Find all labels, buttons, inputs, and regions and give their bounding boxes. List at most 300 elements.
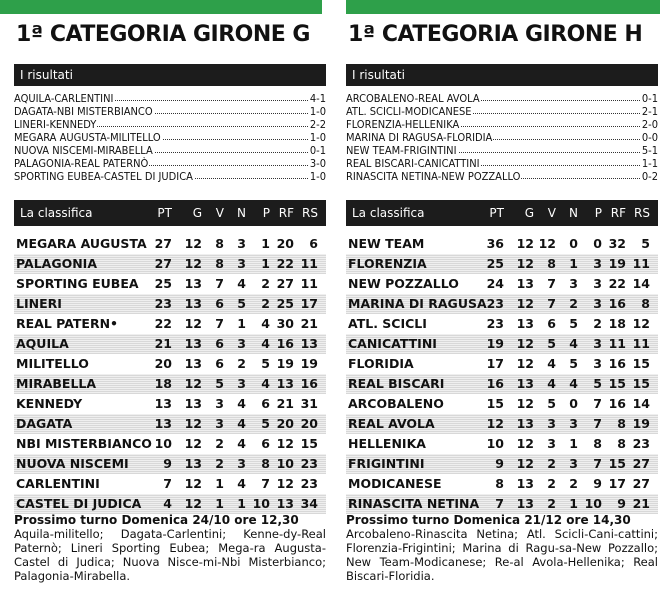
team-stat: 12 — [184, 256, 202, 271]
team-stat: 8 — [547, 256, 556, 271]
team-name: HELLENIKA — [348, 436, 426, 451]
team-stat: 3 — [569, 416, 578, 431]
team-stat: 3 — [593, 296, 602, 311]
standings-row — [14, 454, 326, 474]
standings-row — [14, 414, 326, 434]
team-stat: 12 — [276, 476, 294, 491]
standings-col-header: PT — [157, 206, 172, 220]
standings-col-header: G — [524, 206, 534, 220]
standings-table — [346, 234, 658, 514]
standings-row — [14, 234, 326, 254]
team-stat: 0 — [593, 236, 602, 251]
next-round-fixtures: Arcobaleno-Rinascita Netina; Atl. Scicli-Cani-cattini; Florenzia-Frigintini; Marina di Ragu-sa-New Pozzallo; New Team-Modicanese; Re-al Avola-Hellenika; Real Biscari-Floridia. — [346, 527, 658, 583]
standings-row — [14, 374, 326, 394]
results-list — [346, 92, 658, 183]
team-stat: 12 — [516, 336, 534, 351]
team-stat: 7 — [215, 316, 224, 331]
standings-row — [14, 334, 326, 354]
team-stat: 27 — [276, 276, 294, 291]
match-score: 0-2 — [641, 170, 658, 183]
standings-col-header: V — [547, 206, 556, 220]
standings-row — [14, 254, 326, 274]
team-stat: 7 — [547, 296, 556, 311]
team-stat: 3 — [215, 416, 224, 431]
team-name: ATL. SCICLI — [348, 316, 427, 331]
team-stat: 20 — [276, 416, 294, 431]
team-stat: 7 — [593, 456, 602, 471]
team-stat: 9 — [593, 476, 602, 491]
results-header: I risultati — [14, 64, 326, 86]
team-stat: 3 — [237, 336, 246, 351]
team-stat: 13 — [154, 396, 172, 411]
result-row — [346, 131, 658, 144]
team-stat: 22 — [276, 256, 294, 271]
standings-row — [346, 354, 658, 374]
team-stat: 3 — [593, 256, 602, 271]
team-stat: 20 — [154, 356, 172, 371]
team-stat: 22 — [154, 316, 172, 331]
team-name: MODICANESE — [348, 476, 442, 491]
team-stat: 7 — [261, 476, 270, 491]
match-score: 1-0 — [309, 105, 326, 118]
team-stat: 8 — [617, 416, 626, 431]
team-stat: 10 — [584, 496, 602, 511]
team-name: NBI MISTERBIANCO — [16, 436, 152, 451]
team-stat: 15 — [632, 376, 650, 391]
team-stat: 24 — [486, 276, 504, 291]
team-stat: 12 — [516, 436, 534, 451]
team-stat: 15 — [486, 396, 504, 411]
match-score: 2-2 — [309, 118, 326, 131]
team-stat: 12 — [538, 236, 556, 251]
match-name: ATL. SCICLI-MODICANESE — [346, 105, 472, 118]
team-name: FLORIDIA — [348, 356, 414, 371]
team-stat: 9 — [617, 496, 626, 511]
match-name: MEGARA AUGUSTA-MILITELLO — [14, 131, 161, 144]
team-stat: 2 — [215, 456, 224, 471]
section-title: 1ª CATEGORIA GIRONE G — [16, 22, 310, 47]
team-stat: 5 — [569, 316, 578, 331]
team-stat: 34 — [300, 496, 318, 511]
standings-row — [346, 454, 658, 474]
team-stat: 17 — [486, 356, 504, 371]
standings-row — [346, 314, 658, 334]
standings-row — [346, 474, 658, 494]
team-name: CANICATTINI — [348, 336, 437, 351]
team-stat: 4 — [237, 396, 246, 411]
team-stat: 12 — [632, 316, 650, 331]
match-score: 2-0 — [641, 118, 658, 131]
team-stat: 1 — [215, 476, 224, 491]
team-stat: 13 — [276, 376, 294, 391]
team-stat: 19 — [300, 356, 318, 371]
team-stat: 3 — [547, 416, 556, 431]
standings-col-header: V — [215, 206, 224, 220]
team-stat: 25 — [276, 296, 294, 311]
team-stat: 3 — [237, 376, 246, 391]
standings-row — [346, 394, 658, 414]
result-row — [346, 144, 658, 157]
team-stat: 10 — [252, 496, 270, 511]
team-stat: 1 — [215, 496, 224, 511]
team-stat: 16 — [276, 336, 294, 351]
team-stat: 6 — [261, 436, 270, 451]
team-stat: 22 — [608, 276, 626, 291]
team-stat: 2 — [237, 356, 246, 371]
match-name: LINERI-KENNEDY — [14, 118, 97, 131]
team-stat: 12 — [516, 236, 534, 251]
team-stat: 13 — [276, 496, 294, 511]
team-stat: 4 — [237, 276, 246, 291]
team-stat: 5 — [547, 396, 556, 411]
team-stat: 12 — [184, 496, 202, 511]
match-score: 4-1 — [309, 92, 326, 105]
team-stat: 9 — [163, 456, 172, 471]
standings-row — [14, 274, 326, 294]
standings-col-header: RF — [278, 206, 294, 220]
standings-row — [346, 274, 658, 294]
standings-col-header: RS — [634, 206, 650, 220]
team-stat: 10 — [276, 456, 294, 471]
team-stat: 27 — [154, 236, 172, 251]
team-name: NUOVA NISCEMI — [16, 456, 129, 471]
team-stat: 15 — [608, 456, 626, 471]
team-stat: 12 — [184, 416, 202, 431]
team-stat: 5 — [641, 236, 650, 251]
standings-row — [14, 474, 326, 494]
team-stat: 30 — [276, 316, 294, 331]
team-stat: 13 — [516, 416, 534, 431]
standings-col-header: PT — [489, 206, 504, 220]
team-stat: 13 — [300, 336, 318, 351]
team-name: MARINA DI RAGUSA — [348, 296, 487, 311]
standings-col-header: P — [594, 206, 602, 220]
match-score: 1-0 — [309, 170, 326, 183]
team-stat: 8 — [215, 256, 224, 271]
match-name: AQUILA-CARLENTINI — [14, 92, 114, 105]
result-row — [14, 144, 326, 157]
result-row — [346, 105, 658, 118]
match-name: ARCOBALENO-REAL AVOLA — [346, 92, 480, 105]
standings-label: La classifica — [20, 206, 93, 220]
team-stat: 6 — [309, 236, 318, 251]
team-stat: 18 — [154, 376, 172, 391]
team-stat: 19 — [486, 336, 504, 351]
match-score: 2-1 — [641, 105, 658, 118]
team-stat: 11 — [632, 256, 650, 271]
standings-header — [346, 200, 658, 226]
team-stat: 8 — [617, 436, 626, 451]
standings-label: La classifica — [352, 206, 425, 220]
team-stat: 1 — [569, 496, 578, 511]
team-stat: 20 — [276, 236, 294, 251]
team-stat: 21 — [632, 496, 650, 511]
team-stat: 1 — [237, 316, 246, 331]
team-stat: 11 — [632, 336, 650, 351]
team-stat: 11 — [300, 256, 318, 271]
team-stat: 20 — [300, 416, 318, 431]
team-stat: 5 — [593, 376, 602, 391]
team-stat: 2 — [261, 276, 270, 291]
team-stat: 12 — [276, 436, 294, 451]
next-round-title: Prossimo turno Domenica 24/10 ore 12,30 — [14, 513, 299, 527]
team-stat: 16 — [608, 296, 626, 311]
match-name: MARINA DI RAGUSA-FLORIDIA — [346, 131, 493, 144]
team-stat: 4 — [547, 356, 556, 371]
team-stat: 4 — [569, 336, 578, 351]
results-header: I risultati — [346, 64, 658, 86]
team-stat: 7 — [495, 496, 504, 511]
team-stat: 0 — [569, 236, 578, 251]
team-stat: 7 — [163, 476, 172, 491]
standings-row — [346, 494, 658, 514]
team-stat: 13 — [184, 336, 202, 351]
team-stat: 21 — [300, 316, 318, 331]
team-stat: 16 — [608, 356, 626, 371]
team-stat: 4 — [569, 376, 578, 391]
team-stat: 3 — [237, 456, 246, 471]
standings-row — [14, 294, 326, 314]
team-stat: 21 — [154, 336, 172, 351]
standings-row — [346, 234, 658, 254]
match-score: 0-0 — [641, 131, 658, 144]
next-round — [346, 513, 658, 583]
team-stat: 5 — [215, 376, 224, 391]
team-stat: 36 — [486, 236, 504, 251]
team-name: PALAGONIA — [16, 256, 97, 271]
standings-col-header: N — [569, 206, 578, 220]
team-stat: 3 — [569, 276, 578, 291]
team-stat: 5 — [261, 356, 270, 371]
standings-row — [14, 314, 326, 334]
team-stat: 8 — [641, 296, 650, 311]
standings-row — [346, 294, 658, 314]
team-stat: 6 — [547, 316, 556, 331]
result-row — [14, 131, 326, 144]
team-name: MIRABELLA — [16, 376, 97, 391]
team-stat: 25 — [154, 276, 172, 291]
team-stat: 1 — [261, 236, 270, 251]
match-score: 5-1 — [641, 144, 658, 157]
team-stat: 12 — [184, 436, 202, 451]
team-stat: 2 — [569, 476, 578, 491]
team-stat: 12 — [184, 316, 202, 331]
team-stat: 19 — [276, 356, 294, 371]
team-stat: 21 — [276, 396, 294, 411]
match-name: SPORTING EUBEA-CASTEL DI JUDICA — [14, 170, 193, 183]
team-stat: 8 — [593, 436, 602, 451]
section-title: 1ª CATEGORIA GIRONE H — [348, 22, 643, 47]
team-stat: 16 — [300, 376, 318, 391]
team-name: FLORENZIA — [348, 256, 427, 271]
team-stat: 2 — [593, 316, 602, 331]
team-stat: 12 — [184, 376, 202, 391]
team-stat: 12 — [516, 256, 534, 271]
team-stat: 27 — [154, 256, 172, 271]
team-name: MEGARA AUGUSTA — [16, 236, 147, 251]
standings-row — [14, 434, 326, 454]
team-stat: 12 — [184, 236, 202, 251]
team-stat: 18 — [608, 316, 626, 331]
team-stat: 6 — [215, 336, 224, 351]
result-row — [14, 157, 326, 170]
team-stat: 3 — [237, 236, 246, 251]
result-row — [14, 92, 326, 105]
next-round-title: Prossimo turno Domenica 21/12 ore 14,30 — [346, 513, 631, 527]
result-row — [346, 92, 658, 105]
team-stat: 4 — [261, 376, 270, 391]
team-stat: 8 — [215, 236, 224, 251]
team-stat: 17 — [300, 296, 318, 311]
standings-col-header: P — [262, 206, 270, 220]
team-stat: 16 — [608, 396, 626, 411]
match-name: PALAGONIA-REAL PATERNÒ — [14, 157, 149, 170]
standings-col-header: N — [237, 206, 246, 220]
standings-row — [14, 394, 326, 414]
team-stat: 4 — [547, 376, 556, 391]
team-stat: 7 — [593, 396, 602, 411]
team-stat: 6 — [215, 356, 224, 371]
team-stat: 2 — [261, 296, 270, 311]
match-name: NEW TEAM-FRIGINTINI — [346, 144, 457, 157]
team-stat: 9 — [495, 456, 504, 471]
team-name: CASTEL DI JUDICA — [16, 496, 142, 511]
team-name: FRIGINTINI — [348, 456, 425, 471]
result-row — [346, 170, 658, 183]
next-round-fixtures: Aquila-militello; Dagata-Carlentini; Kenne-dy-Real Paternò; Lineri Sporting Eubea; Mega-ra Augusta-Castel di Judica; Nuova Nisce-mi-Nbi Misterbianco; Palagonia-Mirabella. — [14, 527, 326, 583]
team-stat: 2 — [569, 296, 578, 311]
match-score: 1-1 — [641, 157, 658, 170]
team-stat: 13 — [184, 356, 202, 371]
match-name: RINASCITA NETINA-NEW POZZALLO — [346, 170, 521, 183]
team-stat: 23 — [632, 436, 650, 451]
match-score: 0-1 — [641, 92, 658, 105]
team-stat: 7 — [547, 276, 556, 291]
team-stat: 1 — [261, 256, 270, 271]
team-stat: 16 — [486, 376, 504, 391]
team-stat: 4 — [237, 476, 246, 491]
team-stat: 12 — [516, 296, 534, 311]
team-stat: 3 — [593, 336, 602, 351]
match-name: REAL BISCARI-CANICATTINI — [346, 157, 480, 170]
team-stat: 5 — [237, 296, 246, 311]
team-stat: 2 — [547, 476, 556, 491]
team-stat: 23 — [154, 296, 172, 311]
result-row — [346, 118, 658, 131]
team-stat: 4 — [237, 436, 246, 451]
result-row — [346, 157, 658, 170]
match-name: DAGATA-NBI MISTERBIANCO — [14, 105, 153, 118]
team-stat: 13 — [184, 456, 202, 471]
team-stat: 32 — [608, 236, 626, 251]
team-stat: 13 — [184, 276, 202, 291]
match-name: NUOVA NISCEMI-MIRABELLA — [14, 144, 153, 157]
team-stat: 3 — [569, 456, 578, 471]
team-stat: 3 — [547, 436, 556, 451]
match-score: 1-0 — [309, 131, 326, 144]
team-stat: 4 — [237, 416, 246, 431]
team-name: NEW TEAM — [348, 236, 425, 251]
match-score: 0-1 — [309, 144, 326, 157]
standings-col-header: RS — [302, 206, 318, 220]
team-stat: 3 — [593, 276, 602, 291]
team-stat: 13 — [516, 316, 534, 331]
team-stat: 6 — [215, 296, 224, 311]
team-stat: 15 — [300, 436, 318, 451]
team-stat: 15 — [608, 376, 626, 391]
team-name: CARLENTINI — [16, 476, 100, 491]
team-name: REAL PATERN• — [16, 316, 119, 331]
team-stat: 17 — [608, 476, 626, 491]
team-name: NEW POZZALLO — [348, 276, 459, 291]
team-name: MILITELLO — [16, 356, 89, 371]
team-name: REAL AVOLA — [348, 416, 435, 431]
team-name: LINERI — [16, 296, 62, 311]
team-stat: 12 — [516, 356, 534, 371]
team-stat: 7 — [593, 416, 602, 431]
team-stat: 7 — [215, 276, 224, 291]
team-stat: 23 — [300, 476, 318, 491]
team-name: KENNEDY — [16, 396, 83, 411]
team-name: AQUILA — [16, 336, 69, 351]
team-stat: 19 — [608, 256, 626, 271]
team-name: REAL BISCARI — [348, 376, 445, 391]
team-stat: 13 — [184, 296, 202, 311]
team-stat: 11 — [608, 336, 626, 351]
team-stat: 27 — [632, 456, 650, 471]
team-stat: 1 — [237, 496, 246, 511]
team-name: DAGATA — [16, 416, 73, 431]
team-name: SPORTING EUBEA — [16, 276, 139, 291]
standings-row — [346, 254, 658, 274]
match-name: FLORENZIA-HELLENIKA — [346, 118, 460, 131]
team-stat: 5 — [569, 356, 578, 371]
team-stat: 2 — [547, 456, 556, 471]
standings-row — [346, 414, 658, 434]
team-stat: 4 — [261, 316, 270, 331]
team-stat: 13 — [516, 476, 534, 491]
team-stat: 8 — [261, 456, 270, 471]
team-stat: 12 — [486, 416, 504, 431]
team-stat: 12 — [516, 456, 534, 471]
team-stat: 13 — [154, 416, 172, 431]
team-stat: 14 — [632, 276, 650, 291]
results-list — [14, 92, 326, 183]
team-stat: 14 — [632, 396, 650, 411]
team-stat: 0 — [569, 396, 578, 411]
team-stat: 25 — [486, 256, 504, 271]
team-stat: 13 — [516, 276, 534, 291]
team-stat: 2 — [215, 436, 224, 451]
green-band-right — [346, 0, 660, 14]
standings-col-header: G — [192, 206, 202, 220]
team-stat: 4 — [163, 496, 172, 511]
team-stat: 12 — [516, 396, 534, 411]
team-stat: 8 — [495, 476, 504, 491]
standings-row — [346, 334, 658, 354]
team-stat: 13 — [184, 396, 202, 411]
standings-row — [346, 374, 658, 394]
result-row — [14, 170, 326, 183]
team-stat: 4 — [261, 336, 270, 351]
team-stat: 23 — [300, 456, 318, 471]
team-stat: 23 — [486, 316, 504, 331]
team-stat: 3 — [215, 396, 224, 411]
next-round — [14, 513, 326, 583]
team-name: RINASCITA NETINA — [348, 496, 480, 511]
team-stat: 2 — [547, 496, 556, 511]
team-stat: 10 — [486, 436, 504, 451]
